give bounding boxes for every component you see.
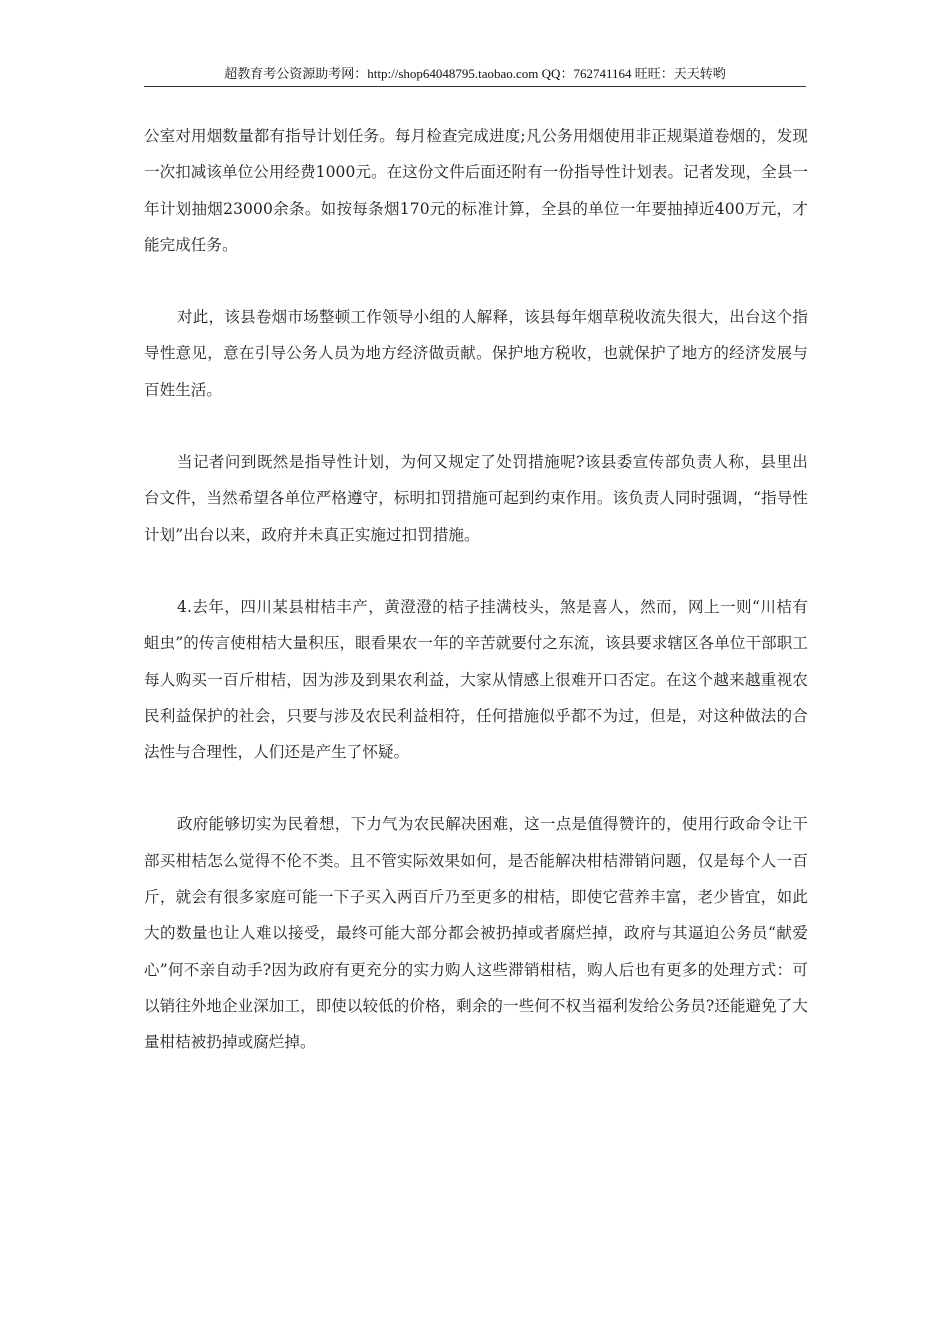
paragraph-2: 对此，该县卷烟市场整顿工作领导小组的人解释，该县每年烟草税收流失很大，出台这个指导性意见，意在引导公务人员为地方经济做贡献。保护地方税收，也就保护了地方的经济发展与百姓生活。 — [144, 308, 808, 399]
paragraph-4: 4.去年，四川某县柑桔丰产，黄澄澄的桔子挂满枝头，煞是喜人，然而，网上一则“川桔有蛆虫”的传言使柑桔大量积压，眼看果农一年的辛苦就要付之东流，该县要求辖区各单位干部职工每人购买一百斤柑桔，因为涉及到果农利益，大家从情感上很难开口否定。在这个越来越重视农民利益保护的社会，只要与涉及农民利益相符，任何措施似乎都不为过，但是，对这种做法的合法性与合理性，人们还是产生了怀疑。 — [144, 597, 808, 762]
document-body — [144, 118, 808, 1061]
paragraph-3: 当记者问到既然是指导性计划，为何又规定了处罚措施呢?该县委宣传部负责人称，县里出台文件，当然希望各单位严格遵守，标明扣罚措施可起到约束作用。该负责人同时强调，“指导性计划”出台以来，政府并未真正实施过扣罚措施。 — [144, 453, 808, 544]
page-header: 超教育考公资源助考网：http://shop64048795.taobao.com QQ：762741164 旺旺：天天转哟 — [144, 64, 806, 87]
paragraph-1: 公室对用烟数量都有指导计划任务。每月检查完成进度;凡公务用烟使用非正规渠道卷烟的，发现一次扣减该单位公用经费1000元。在这份文件后面还附有一份指导性计划表。记者发现，全县一年计划抽烟23000余条。如按每条烟170元的标准计算，全县的单位一年要抽掉近400万元，才能完成任务。 — [144, 127, 808, 254]
paragraph-5: 政府能够切实为民着想，下力气为农民解决困难，这一点是值得赞许的，使用行政命令让干部买柑桔怎么觉得不伦不类。且不管实际效果如何，是否能解决柑桔滞销问题，仅是每个人一百斤，就会有很多家庭可能一下子买入两百斤乃至更多的柑桔，即使它营养丰富，老少皆宜，如此大的数量也让人难以接受，最终可能大部分都会被扔掉或者腐烂掉，政府与其逼迫公务员“献爱心”何不亲自动手?因为政府有更充分的实力购人这些滞销柑桔，购人后也有更多的处理方式：可以销往外地企业深加工，即使以较低的价格，剩余的一些何不权当福利发给公务员?还能避免了大量柑桔被扔掉或腐烂掉。 — [144, 815, 808, 1052]
